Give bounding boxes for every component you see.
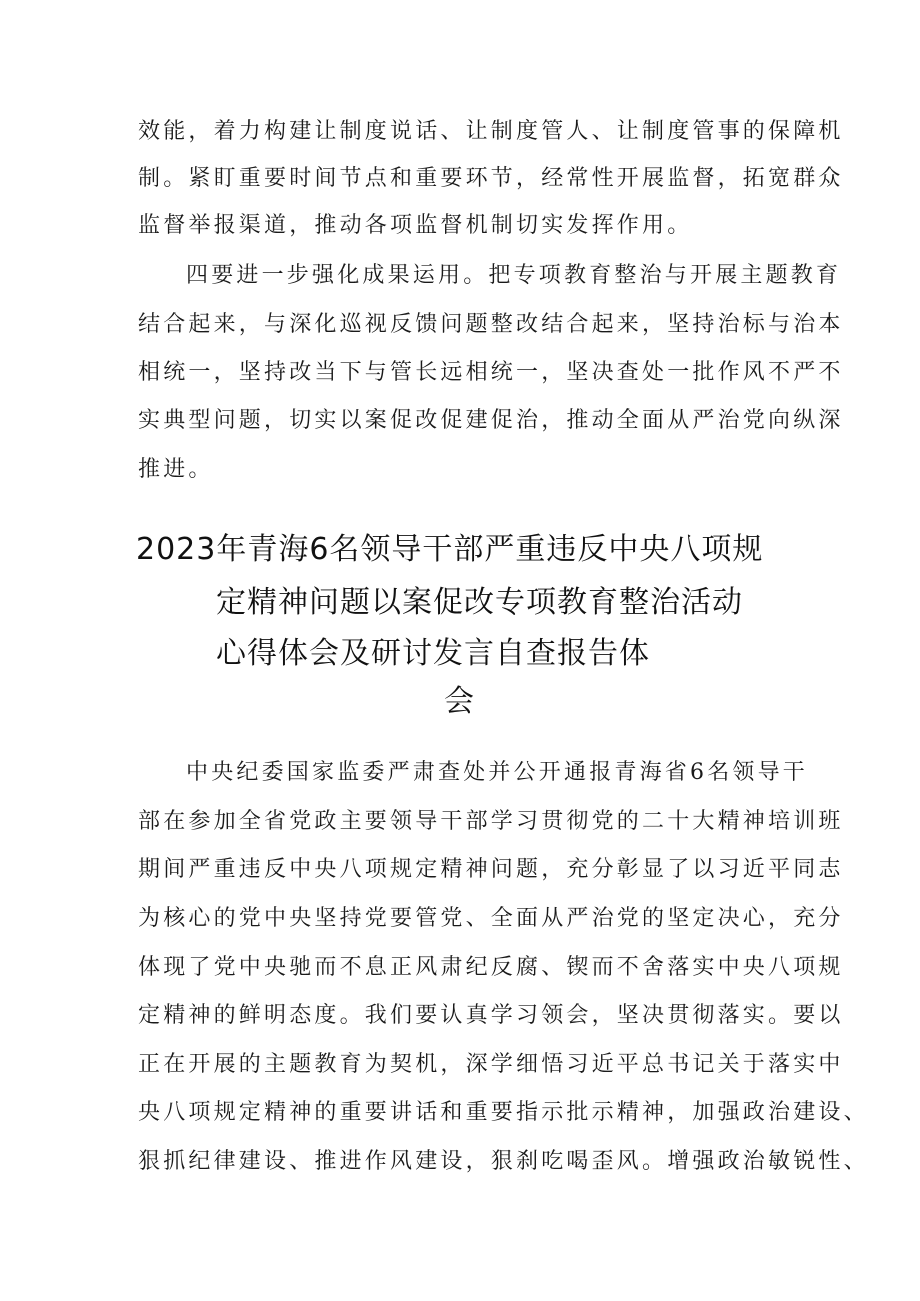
paragraph-line: 制。紧盯重要时间节点和重要环节，经常性开展监督，拓宽群众 bbox=[138, 166, 844, 191]
document-title-line: 定精神问题以案促改专项教育整治活动 bbox=[216, 585, 743, 620]
paragraph-line: 四要进一步强化成果运用。把专项教育整治与开展主题教育 bbox=[186, 263, 842, 288]
paragraph-line: 定精神的鲜明态度。我们要认真学习领会，坚决贯彻落实。要以 bbox=[138, 1003, 844, 1028]
paragraph-line: 效能，着力构建让制度说话、让制度管人、让制度管事的保障机 bbox=[138, 119, 844, 144]
paragraph-line: 狠抓纪律建设、推进作风建设，狠刹吃喝歪风。增强政治敏锐性、 bbox=[138, 1149, 869, 1174]
paragraph-line: 部在参加全省党政主要领导干部学习贯彻党的二十大精神培训班 bbox=[138, 809, 844, 834]
document-title-line: 2023年青海6名领导干部严重违反中央八项规 bbox=[136, 532, 764, 567]
paragraph-line: 中央纪委国家监委严肃查处并公开通报青海省6名领导干 bbox=[186, 760, 808, 785]
document-title-line: 心得体会及研讨发言自查报告体 bbox=[216, 636, 650, 671]
paragraph-line: 推进。 bbox=[138, 457, 214, 482]
paragraph-line: 实典型问题，切实以案促改促建促治，推动全面从严治党向纵深 bbox=[138, 408, 844, 433]
paragraph-line: 相统一，坚持改当下与管长远相统一，坚决查处一批作风不严不 bbox=[138, 360, 844, 385]
paragraph-line: 为核心的党中央坚持党要管党、全面从严治党的坚定决心，充分 bbox=[138, 906, 844, 931]
paragraph-line: 正在开展的主题教育为契机，深学细悟习近平总书记关于落实中 bbox=[138, 1052, 844, 1077]
paragraph-line: 结合起来，与深化巡视反馈问题整改结合起来，坚持治标与治本 bbox=[138, 312, 844, 337]
paragraph-line: 体现了党中央驰而不息正风肃纪反腐、锲而不舍落实中央八项规 bbox=[138, 955, 844, 980]
document-title-line: 会 bbox=[444, 684, 475, 719]
paragraph-line: 期间严重违反中央八项规定精神问题，充分彰显了以习近平同志 bbox=[138, 857, 844, 882]
paragraph-line: 监督举报渠道，推动各项监督机制切实发挥作用。 bbox=[138, 213, 693, 238]
paragraph-line: 央八项规定精神的重要讲话和重要指示批示精神，加强政治建设、 bbox=[138, 1100, 869, 1125]
